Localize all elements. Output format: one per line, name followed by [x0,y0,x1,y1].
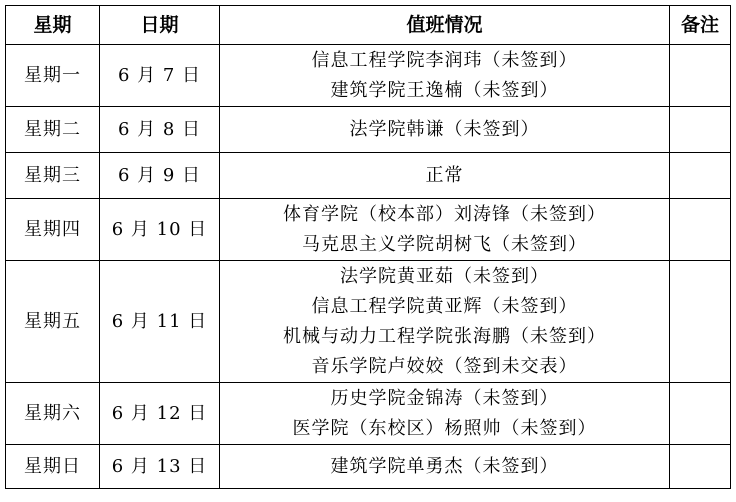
status-cell [220,199,670,261]
table-row [6,199,731,261]
status-line: 正常 [425,164,464,186]
remarks-cell [670,445,731,489]
date-cell: 6 月 9 日 [100,153,220,199]
weekday-cell: 星期五 [6,261,100,383]
status-line: 建筑学院王逸楠（未签到） [330,79,559,101]
status-line: 马克思主义学院胡树飞（未签到） [302,233,587,255]
table-row [6,107,731,153]
status-cell [220,153,670,199]
header-remarks: 备注 [670,6,731,45]
header-row [6,6,731,45]
status-line: 体育学院（校本部）刘涛锋（未签到） [283,203,606,225]
status-line: 法学院韩谦（未签到） [349,118,540,140]
status-cell [220,107,670,153]
status-line: 音乐学院卢姣姣（签到未交表） [311,355,578,377]
header-weekday: 星期 [6,6,100,45]
header-status: 值班情况 [220,6,670,45]
status-line: 医学院（东校区）杨照帅（未签到） [292,417,597,439]
table-row [6,261,731,383]
remarks-cell [670,107,731,153]
weekday-cell: 星期二 [6,107,100,153]
status-line: 建筑学院单勇杰（未签到） [330,455,559,477]
date-cell: 6 月 11 日 [100,261,220,383]
table-row [6,153,731,199]
status-cell [220,45,670,107]
remarks-cell [670,383,731,445]
status-line: 信息工程学院黄亚辉（未签到） [311,295,578,317]
weekday-cell: 星期四 [6,199,100,261]
remarks-cell [670,153,731,199]
status-cell [220,383,670,445]
status-cell [220,445,670,489]
table-row [6,445,731,489]
remarks-cell [670,261,731,383]
status-line: 机械与动力工程学院张海鹏（未签到） [283,325,606,347]
date-cell: 6 月 8 日 [100,107,220,153]
status-line: 法学院黄亚茹（未签到） [340,265,549,287]
weekday-cell: 星期三 [6,153,100,199]
table-row [6,383,731,445]
weekday-cell: 星期六 [6,383,100,445]
status-line: 信息工程学院李润玮（未签到） [311,49,578,71]
weekday-cell: 星期一 [6,45,100,107]
remarks-cell [670,199,731,261]
table-row [6,45,731,107]
weekday-cell: 星期日 [6,445,100,489]
remarks-cell [670,45,731,107]
header-date: 日期 [100,6,220,45]
date-cell: 6 月 10 日 [100,199,220,261]
date-cell: 6 月 12 日 [100,383,220,445]
duty-table [5,5,731,489]
status-cell [220,261,670,383]
status-line: 历史学院金锦涛（未签到） [330,387,559,409]
date-cell: 6 月 13 日 [100,445,220,489]
date-cell: 6 月 7 日 [100,45,220,107]
